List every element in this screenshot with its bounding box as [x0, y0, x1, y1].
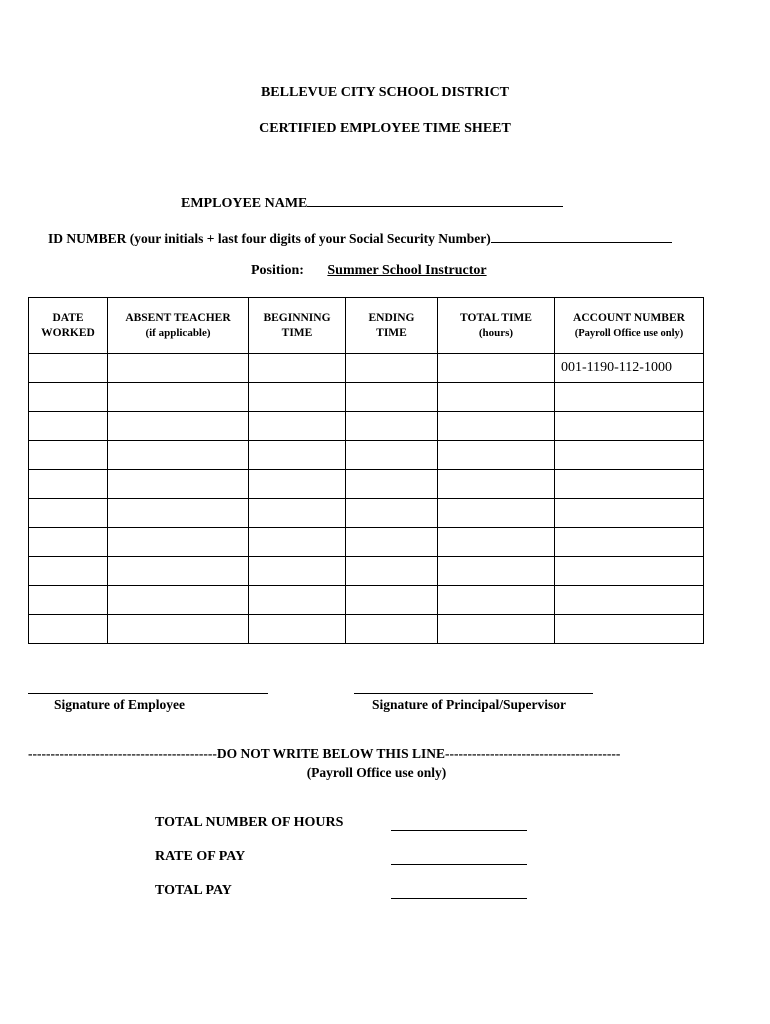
table-header-row — [29, 298, 704, 354]
beginning-time-cell[interactable] — [249, 499, 346, 528]
absent-teacher-cell[interactable] — [108, 470, 249, 499]
col-header-ending-time: ENDING TIME — [346, 298, 438, 354]
ending-time-cell[interactable] — [346, 499, 438, 528]
account-number-cell[interactable] — [555, 586, 704, 615]
total-time-cell[interactable] — [438, 354, 555, 383]
date-worked-cell[interactable] — [29, 412, 108, 441]
date-worked-cell[interactable] — [29, 557, 108, 586]
table-row — [29, 499, 704, 528]
table-row — [29, 557, 704, 586]
table-row — [29, 412, 704, 441]
position-value: Summer School Instructor — [327, 263, 487, 278]
table-row — [29, 354, 704, 383]
account-number-cell[interactable] — [555, 470, 704, 499]
employee-signature-label: Signature of Employee — [54, 697, 185, 712]
ending-time-cell[interactable] — [346, 615, 438, 644]
col-header-date-worked: DATE WORKED — [29, 298, 108, 354]
sheet-title: CERTIFIED EMPLOYEE TIME SHEET — [259, 121, 511, 136]
time-sheet-table — [28, 297, 704, 644]
table-row — [29, 528, 704, 557]
id-number-label: ID NUMBER (your initials + last four digits of your Social Security Number) — [48, 231, 491, 246]
table-row — [29, 586, 704, 615]
col-header-absent-teacher: ABSENT TEACHER (if applicable) — [108, 298, 249, 354]
account-number-cell[interactable] — [555, 412, 704, 441]
account-number-cell[interactable] — [555, 615, 704, 644]
col-header-total-time: TOTAL TIME (hours) — [438, 298, 555, 354]
rate-of-pay-label: RATE OF PAY — [155, 849, 246, 864]
employee-name-label: EMPLOYEE NAME — [181, 196, 308, 211]
id-number-field[interactable] — [491, 229, 672, 243]
table-row — [29, 441, 704, 470]
ending-time-cell[interactable] — [346, 586, 438, 615]
rate-of-pay-line[interactable] — [391, 864, 527, 865]
absent-teacher-cell[interactable] — [108, 499, 249, 528]
date-worked-cell[interactable] — [29, 354, 108, 383]
absent-teacher-cell[interactable] — [108, 412, 249, 441]
absent-teacher-cell[interactable] — [108, 615, 249, 644]
date-worked-cell[interactable] — [29, 528, 108, 557]
col-header-account-number: ACCOUNT NUMBER (Payroll Office use only) — [555, 298, 704, 354]
employee-signature-line[interactable] — [28, 693, 268, 694]
account-number-cell: 001-1190-112-1000 — [555, 354, 704, 383]
beginning-time-cell[interactable] — [249, 586, 346, 615]
table-row — [29, 383, 704, 412]
total-time-cell[interactable] — [438, 470, 555, 499]
total-hours-line[interactable] — [391, 830, 527, 831]
position-label: Position: — [251, 263, 304, 278]
ending-time-cell[interactable] — [346, 441, 438, 470]
ending-time-cell[interactable] — [346, 528, 438, 557]
ending-time-cell[interactable] — [346, 354, 438, 383]
date-worked-cell[interactable] — [29, 499, 108, 528]
position-row — [251, 263, 487, 279]
absent-teacher-cell[interactable] — [108, 441, 249, 470]
date-worked-cell[interactable] — [29, 441, 108, 470]
beginning-time-cell[interactable] — [249, 441, 346, 470]
total-time-cell[interactable] — [438, 412, 555, 441]
principal-signature-label: Signature of Principal/Supervisor — [372, 697, 567, 712]
beginning-time-cell[interactable] — [249, 557, 346, 586]
account-number-cell[interactable] — [555, 528, 704, 557]
absent-teacher-cell[interactable] — [108, 354, 249, 383]
col-header-beginning-time: BEGINNING TIME — [249, 298, 346, 354]
beginning-time-cell[interactable] — [249, 354, 346, 383]
absent-teacher-cell[interactable] — [108, 528, 249, 557]
beginning-time-cell[interactable] — [249, 528, 346, 557]
principal-signature-line[interactable] — [354, 693, 593, 694]
total-time-cell[interactable] — [438, 557, 555, 586]
account-number-cell[interactable] — [555, 383, 704, 412]
account-number-cell[interactable] — [555, 499, 704, 528]
beginning-time-cell[interactable] — [249, 470, 346, 499]
beginning-time-cell[interactable] — [249, 615, 346, 644]
employee-name-row — [181, 193, 563, 212]
date-worked-cell[interactable] — [29, 470, 108, 499]
table-row — [29, 470, 704, 499]
absent-teacher-cell[interactable] — [108, 586, 249, 615]
total-time-cell[interactable] — [438, 441, 555, 470]
beginning-time-cell[interactable] — [249, 412, 346, 441]
total-time-cell[interactable] — [438, 615, 555, 644]
total-time-cell[interactable] — [438, 528, 555, 557]
total-hours-label: TOTAL NUMBER OF HOURS — [155, 815, 344, 830]
total-pay-line[interactable] — [391, 898, 527, 899]
date-worked-cell[interactable] — [29, 615, 108, 644]
total-time-cell[interactable] — [438, 383, 555, 412]
ending-time-cell[interactable] — [346, 383, 438, 412]
district-title: BELLEVUE CITY SCHOOL DISTRICT — [260, 85, 510, 100]
ending-time-cell[interactable] — [346, 557, 438, 586]
date-worked-cell[interactable] — [29, 586, 108, 615]
ending-time-cell[interactable] — [346, 412, 438, 441]
id-number-row — [48, 229, 672, 247]
account-number-cell[interactable] — [555, 557, 704, 586]
total-time-cell[interactable] — [438, 586, 555, 615]
ending-time-cell[interactable] — [346, 470, 438, 499]
total-pay-label: TOTAL PAY — [155, 883, 232, 898]
absent-teacher-cell[interactable] — [108, 383, 249, 412]
payroll-office-note: (Payroll Office use only) — [306, 765, 447, 780]
employee-name-field[interactable] — [307, 193, 563, 207]
date-worked-cell[interactable] — [29, 383, 108, 412]
beginning-time-cell[interactable] — [249, 383, 346, 412]
total-time-cell[interactable] — [438, 499, 555, 528]
table-row — [29, 615, 704, 644]
absent-teacher-cell[interactable] — [108, 557, 249, 586]
do-not-write-divider: ------------------------------------------DO NOT WRITE BELOW THIS LINE--------------------------------------- — [28, 746, 621, 761]
account-number-cell[interactable] — [555, 441, 704, 470]
